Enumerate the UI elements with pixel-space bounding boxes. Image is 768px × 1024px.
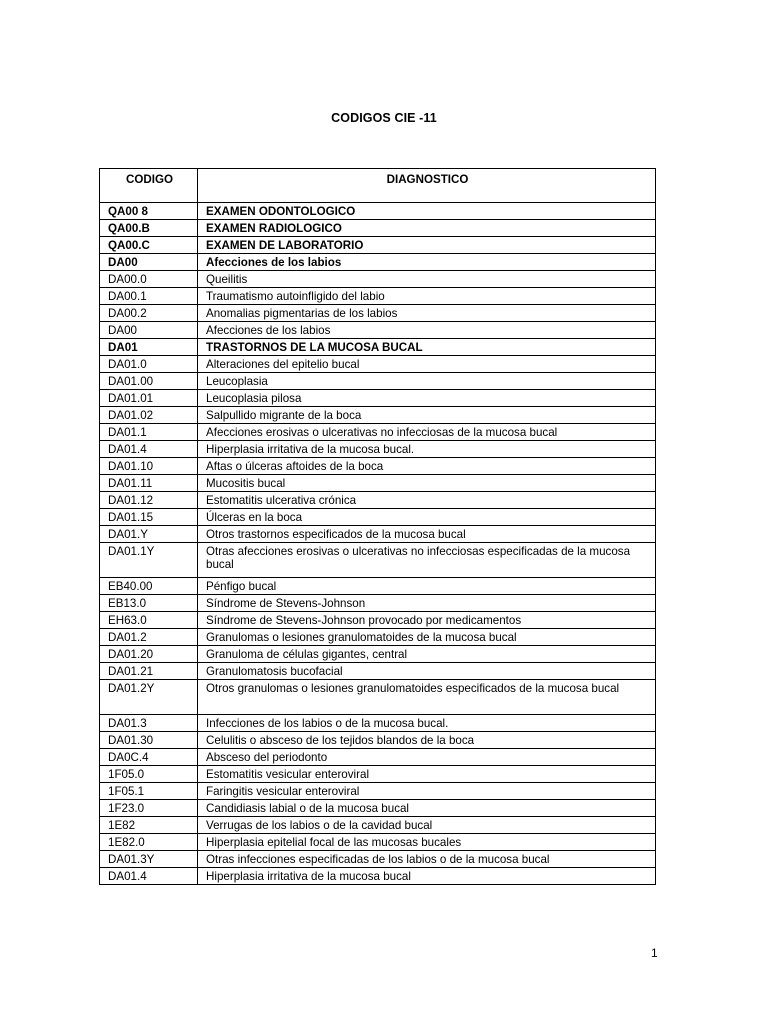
diagnosis-cell: Queilitis xyxy=(198,271,656,288)
diagnosis-cell: Síndrome de Stevens-Johnson provocado por medicamentos xyxy=(198,612,656,629)
codes-table xyxy=(99,168,656,885)
diagnosis-cell: Verrugas de los labios o de la cavidad bucal xyxy=(198,817,656,834)
table-row xyxy=(100,407,656,424)
code-cell: DA01.02 xyxy=(100,407,198,424)
code-cell: DA00 xyxy=(100,254,198,271)
page-number: 1 xyxy=(651,946,658,960)
diagnosis-cell: Síndrome de Stevens-Johnson xyxy=(198,595,656,612)
code-cell: 1F05.0 xyxy=(100,766,198,783)
diagnosis-cell: Granulomatosis bucofacial xyxy=(198,663,656,680)
diagnosis-cell: Afecciones de los labios xyxy=(198,254,656,271)
diagnosis-cell: Absceso del periodonto xyxy=(198,749,656,766)
diagnosis-cell: Pénfigo bucal xyxy=(198,578,656,595)
diagnosis-cell: Aftas o úlceras aftoides de la boca xyxy=(198,458,656,475)
table-row xyxy=(100,475,656,492)
table-row xyxy=(100,458,656,475)
table-row xyxy=(100,356,656,373)
header-diagnosis: DIAGNOSTICO xyxy=(198,169,656,203)
code-cell: DA01.10 xyxy=(100,458,198,475)
code-cell: DA01.1Y xyxy=(100,543,198,578)
diagnosis-cell: Granulomas o lesiones granulomatoides de la mucosa bucal xyxy=(198,629,656,646)
code-cell: DA01.4 xyxy=(100,441,198,458)
table-row xyxy=(100,629,656,646)
table-row xyxy=(100,390,656,407)
diagnosis-cell: Hiperplasia epitelial focal de las mucosas bucales xyxy=(198,834,656,851)
code-cell: DA01.2 xyxy=(100,629,198,646)
diagnosis-cell: Celulitis o absceso de los tejidos blandos de la boca xyxy=(198,732,656,749)
code-cell: DA01 xyxy=(100,339,198,356)
code-cell: 1F05.1 xyxy=(100,783,198,800)
diagnosis-cell: Faringitis vesicular enteroviral xyxy=(198,783,656,800)
code-cell: DA01.01 xyxy=(100,390,198,407)
table-row xyxy=(100,715,656,732)
code-cell: DA01.1 xyxy=(100,424,198,441)
code-cell: DA01.Y xyxy=(100,526,198,543)
table-row xyxy=(100,732,656,749)
diagnosis-cell: Afecciones de los labios xyxy=(198,322,656,339)
diagnosis-cell: Otros trastornos especificados de la mucosa bucal xyxy=(198,526,656,543)
diagnosis-cell: Candidiasis labial o de la mucosa bucal xyxy=(198,800,656,817)
code-cell: DA00.1 xyxy=(100,288,198,305)
table-row xyxy=(100,663,656,680)
code-cell: QA00 8 xyxy=(100,203,198,220)
diagnosis-cell: Otras afecciones erosivas o ulcerativas no infecciosas especificadas de la mucosa bucal xyxy=(198,543,656,578)
code-cell: DA00.2 xyxy=(100,305,198,322)
diagnosis-cell: Salpullido migrante de la boca xyxy=(198,407,656,424)
diagnosis-cell: Otras infecciones especificadas de los labios o de la mucosa bucal xyxy=(198,851,656,868)
table-row xyxy=(100,800,656,817)
diagnosis-cell: Infecciones de los labios o de la mucosa bucal. xyxy=(198,715,656,732)
diagnosis-cell: Anomalias pigmentarias de los labios xyxy=(198,305,656,322)
table-row xyxy=(100,851,656,868)
code-cell: 1E82 xyxy=(100,817,198,834)
code-cell: DA01.2Y xyxy=(100,680,198,715)
diagnosis-cell: Mucositis bucal xyxy=(198,475,656,492)
table-row xyxy=(100,492,656,509)
diagnosis-cell: Estomatitis vesicular enteroviral xyxy=(198,766,656,783)
code-cell: DA01.11 xyxy=(100,475,198,492)
table-row xyxy=(100,322,656,339)
table-row xyxy=(100,220,656,237)
code-cell: EB40.00 xyxy=(100,578,198,595)
code-cell: QA00.C xyxy=(100,237,198,254)
diagnosis-cell: Hiperplasia irritativa de la mucosa bucal xyxy=(198,868,656,885)
table-row xyxy=(100,766,656,783)
diagnosis-cell: Afecciones erosivas o ulcerativas no infecciosas de la mucosa bucal xyxy=(198,424,656,441)
code-cell: DA01.3 xyxy=(100,715,198,732)
table-row xyxy=(100,578,656,595)
diagnosis-cell: EXAMEN DE LABORATORIO xyxy=(198,237,656,254)
diagnosis-cell: Hiperplasia irritativa de la mucosa bucal. xyxy=(198,441,656,458)
table-row xyxy=(100,424,656,441)
diagnosis-cell: EXAMEN ODONTOLOGICO xyxy=(198,203,656,220)
table-row xyxy=(100,509,656,526)
table-row xyxy=(100,646,656,663)
code-cell: DA01.30 xyxy=(100,732,198,749)
code-cell: DA00 xyxy=(100,322,198,339)
table-row xyxy=(100,339,656,356)
table-row xyxy=(100,817,656,834)
code-cell: 1F23.0 xyxy=(100,800,198,817)
code-cell: EB13.0 xyxy=(100,595,198,612)
table-body xyxy=(100,203,656,885)
table-row xyxy=(100,288,656,305)
table-row xyxy=(100,305,656,322)
code-cell: DA01.3Y xyxy=(100,851,198,868)
table-row xyxy=(100,612,656,629)
table-row xyxy=(100,543,656,578)
diagnosis-cell: Úlceras en la boca xyxy=(198,509,656,526)
code-cell: DA01.00 xyxy=(100,373,198,390)
code-cell: DA0C.4 xyxy=(100,749,198,766)
diagnosis-cell: Granuloma de células gigantes, central xyxy=(198,646,656,663)
table-row xyxy=(100,237,656,254)
table-row xyxy=(100,526,656,543)
table-row xyxy=(100,749,656,766)
table-row xyxy=(100,783,656,800)
code-cell: DA01.20 xyxy=(100,646,198,663)
code-cell: 1E82.0 xyxy=(100,834,198,851)
table-row xyxy=(100,254,656,271)
code-cell: DA00.0 xyxy=(100,271,198,288)
diagnosis-cell: Alteraciones del epitelio bucal xyxy=(198,356,656,373)
code-cell: EH63.0 xyxy=(100,612,198,629)
table-row xyxy=(100,441,656,458)
table-header-row xyxy=(100,169,656,203)
header-code: CODIGO xyxy=(100,169,198,203)
code-cell: DA01.21 xyxy=(100,663,198,680)
diagnosis-cell: Leucoplasia xyxy=(198,373,656,390)
code-cell: DA01.4 xyxy=(100,868,198,885)
diagnosis-cell: Leucoplasia pilosa xyxy=(198,390,656,407)
table-row xyxy=(100,203,656,220)
table-row xyxy=(100,680,656,715)
table-row xyxy=(100,868,656,885)
diagnosis-cell: Estomatitis ulcerativa crónica xyxy=(198,492,656,509)
code-cell: DA01.12 xyxy=(100,492,198,509)
diagnosis-cell: EXAMEN RADIOLOGICO xyxy=(198,220,656,237)
page-title: CODIGOS CIE -11 xyxy=(331,111,437,125)
diagnosis-cell: Traumatismo autoinfligido del labio xyxy=(198,288,656,305)
code-cell: QA00.B xyxy=(100,220,198,237)
table-row xyxy=(100,271,656,288)
table-row xyxy=(100,373,656,390)
code-cell: DA01.0 xyxy=(100,356,198,373)
table-row xyxy=(100,595,656,612)
diagnosis-cell: TRASTORNOS DE LA MUCOSA BUCAL xyxy=(198,339,656,356)
code-cell: DA01.15 xyxy=(100,509,198,526)
diagnosis-cell: Otros granulomas o lesiones granulomatoides especificados de la mucosa bucal xyxy=(198,680,656,715)
table-row xyxy=(100,834,656,851)
